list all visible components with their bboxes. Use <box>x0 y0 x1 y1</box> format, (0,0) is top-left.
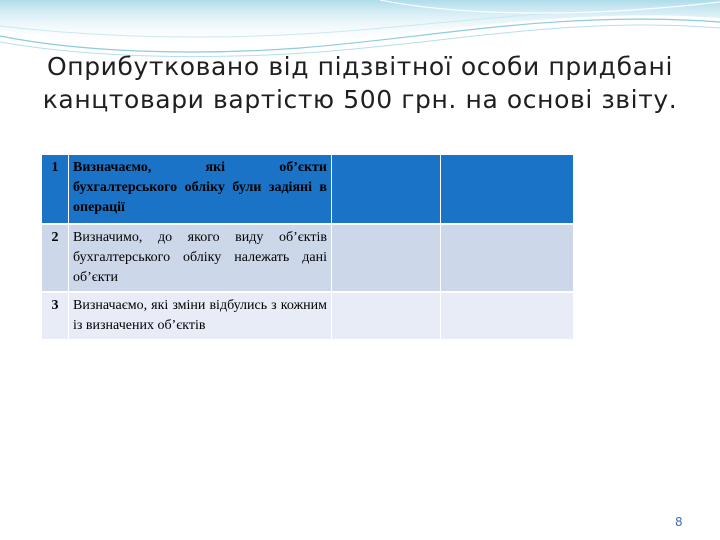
slide-title: Оприбутковано від підзвітної особи придбані канцтовари вартістю 500 грн. на основі звіту. <box>42 52 678 114</box>
answer-cell <box>332 155 441 225</box>
answer-cell <box>441 292 574 340</box>
row-description: Визначаємо, які об’єкти бухгалтерського обліку були задіяні в операції <box>69 155 332 225</box>
answer-cell <box>332 292 441 340</box>
table-row <box>42 292 574 340</box>
row-description: Визначимо, до якого виду об’єктів бухгалтерського обліку належать дані об’єкти <box>69 224 332 292</box>
table-row <box>42 224 574 292</box>
steps-table <box>41 154 574 340</box>
table-row <box>42 155 574 225</box>
answer-cell <box>332 224 441 292</box>
row-number: 3 <box>42 292 69 340</box>
row-number: 2 <box>42 224 69 292</box>
row-description: Визначаємо, які зміни відбулись з кожним із визначених об’єктів <box>69 292 332 340</box>
page-number: 8 <box>675 515 683 529</box>
answer-cell <box>441 224 574 292</box>
row-number: 1 <box>42 155 69 225</box>
answer-cell <box>441 155 574 225</box>
